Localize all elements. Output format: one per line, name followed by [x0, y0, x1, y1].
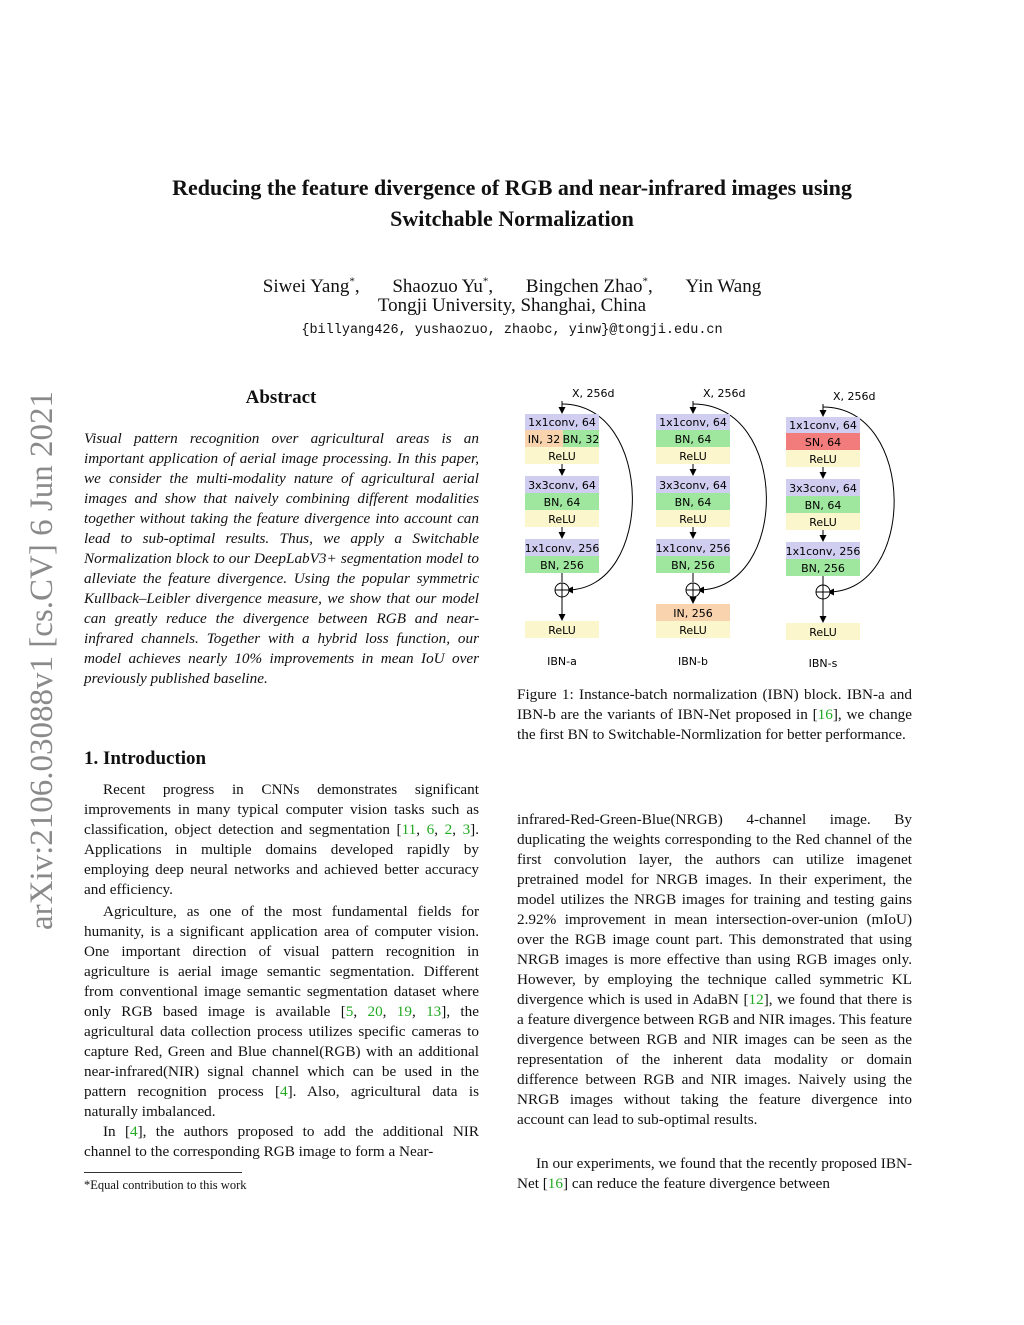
relu-block: ReLU — [548, 513, 576, 526]
ibn-b-column — [656, 387, 767, 668]
in-block: IN, 256 — [673, 607, 713, 620]
citation-link[interactable]: 6 — [426, 821, 435, 838]
conv-block: 1x1conv, 64 — [659, 416, 727, 429]
paper-title — [0, 172, 1024, 234]
sn-block: SN, 64 — [804, 436, 842, 449]
citation-link[interactable]: 3 — [462, 821, 471, 838]
bn-block: BN, 256 — [801, 562, 845, 575]
title-line-1: Reducing the feature divergence of RGB and near-infrared images using — [172, 175, 852, 200]
author-1: Siwei Yang*, — [262, 276, 360, 298]
citation-link[interactable]: 16 — [817, 706, 833, 723]
citation-link[interactable]: 4 — [280, 1083, 288, 1100]
bn-block: BN, 64 — [543, 496, 581, 509]
citation-link[interactable]: 5 — [345, 1003, 354, 1020]
block-name: IBN-a — [547, 655, 577, 668]
citation-link[interactable]: 16 — [547, 1175, 563, 1192]
citation-link[interactable]: 4 — [130, 1123, 138, 1140]
conv-block: 3x3conv, 64 — [659, 479, 727, 492]
in-block: IN, 32 — [527, 433, 561, 446]
footnote: *Equal contribution to this work — [84, 1178, 247, 1192]
affiliation: Tongji University, Shanghai, China — [377, 295, 647, 316]
ibn-block-figure — [505, 380, 915, 675]
bn-block: BN, 64 — [674, 433, 712, 446]
relu-block: ReLU — [679, 450, 707, 463]
author-4: Yin Wang — [685, 276, 762, 298]
citation-link[interactable]: 12 — [748, 991, 764, 1008]
intro-paragraph-2: Agriculture, as one of the most fundamental fields for humanity, is a significant application area of computer vision. One important direction of visual pattern recognition in agriculture is aerial image semantic segmentation. Different from conventional image semantic segmentation dataset where only RGB based image is available [5, 20, 19, 13], the agricultural data collection process utilizes specific cameras to capture Red, Green and Blue channel(RGB) with an additional near-infrared(NIR) signal channel which can be used in the pattern recognition process [4]. Also, agricultural data is naturally imbalanced. — [84, 903, 479, 1120]
citation-link[interactable]: 20 — [367, 1003, 383, 1020]
relu-block: ReLU — [679, 513, 707, 526]
relu-block: ReLU — [809, 516, 837, 529]
arxiv-identifier: arXiv:2106.03088v1 [cs.CV] 6 Jun 2021 — [24, 391, 60, 930]
footnote-divider — [84, 1172, 242, 1173]
ibn-a-column — [525, 387, 633, 668]
abstract-text: Visual pattern recognition over agricultural areas is an important application of aerial image processing. In this paper, we consider the multi-modality nature of agricultural aerial images and show that naively combining different modalities together without taking the feature divergence into account can lead to sub-optimal results. Thus, we apply a Switchable Normalization block to our DeepLabV3+ segmentation model to alleviate the feature divergence. Using the popular symmetric Kullback–Leibler divergence measure, we show that our model can greatly reduce the divergence between RGB and near-infrared channels. Together with a hybrid loss function, our model achieves nearly 10% improvements in mean IoU over previously published baseline. — [84, 430, 479, 687]
right-paragraph-1: infrared-Red-Green-Blue(NRGB) 4-channel image. By duplicating the weights corresponding to the Red channel of the first convolution layer, the authors can utilize imagenet pretrained model for NRGB images. In their experiment, the model utilizes the NRGB images for training and testing gains 2.92% improvement in mean intersection-over-union (mIoU) over the RGB image count part. This demonstrated that using NRGB images is more effective than using RGB images only. However, by employing the technique called symmetric KL divergence which is used in AdaBN [12], we found that there is a feature divergence between RGB and NIR images. This feature divergence between RGB and NIR images can be seen as the representation of the inherent data modality or domain difference between RGB and NIR images. Naively using the NRGB images without taking the feature divergence into account can lead to sub-optimal results. — [517, 811, 913, 1128]
figure-caption: Figure 1: Instance-batch normalization (IBN) block. IBN-a and IBN-b are the variants of IBN-Net proposed in [16], we change the first BN to Switchable-Normlization for better performance. — [517, 686, 912, 743]
input-label: X, 256d — [572, 387, 615, 400]
relu-block: ReLU — [809, 453, 837, 466]
bn-block: BN, 32 — [562, 433, 600, 446]
citation-link[interactable]: 19 — [396, 1003, 412, 1020]
intro-paragraph-1: Recent progress in CNNs demonstrates significant improvements in many typical computer vision tasks such as classification, object detection and segmentation [11, 6, 2, 3]. Applications in multiple domains developed rapidly by employing deep neural networks and achieved better accuracy and efficiency. — [84, 781, 480, 898]
title-line-2: Switchable Normalization — [390, 206, 634, 231]
abstract-heading: Abstract — [245, 387, 317, 408]
conv-block: 3x3conv, 64 — [789, 482, 857, 495]
citation-link[interactable]: 2 — [444, 821, 453, 838]
bn-block: BN, 64 — [674, 496, 712, 509]
author-3: Bingchen Zhao*, — [525, 276, 653, 298]
intro-paragraph-3: In [4], the authors proposed to add the additional NIR channel to the corresponding RGB image to form a Near- — [84, 1123, 479, 1160]
relu-block: ReLU — [809, 626, 837, 639]
conv-block: 1x1conv, 64 — [789, 419, 857, 432]
citation-link[interactable]: 13 — [426, 1003, 442, 1020]
bn-block: BN, 256 — [540, 559, 584, 572]
right-paragraph-2: In our experiments, we found that the recently proposed IBN-Net [16] can reduce the feature divergence between — [517, 1155, 912, 1192]
author-2: Shaozuo Yu*, — [392, 276, 494, 298]
input-label: X, 256d — [833, 390, 876, 403]
block-name: IBN-s — [808, 657, 838, 670]
block-name: IBN-b — [678, 655, 708, 668]
conv-block: 1x1conv, 256 — [785, 545, 861, 558]
conv-block: 1x1conv, 256 — [655, 542, 731, 555]
relu-block: ReLU — [548, 450, 576, 463]
relu-block: ReLU — [679, 624, 707, 637]
citation-link[interactable]: 11 — [401, 821, 417, 838]
ibn-s-column — [786, 390, 895, 670]
author-emails: {billyang426, yushaozuo, zhaobc, yinw}@tongji.edu.cn — [301, 323, 723, 338]
introduction-heading: 1. Introduction — [84, 748, 207, 769]
conv-block: 1x1conv, 64 — [528, 416, 596, 429]
conv-block: 1x1conv, 256 — [524, 542, 600, 555]
bn-block: BN, 256 — [671, 559, 715, 572]
input-label: X, 256d — [703, 387, 746, 400]
bn-block: BN, 64 — [804, 499, 842, 512]
conv-block: 3x3conv, 64 — [528, 479, 596, 492]
relu-block: ReLU — [548, 624, 576, 637]
